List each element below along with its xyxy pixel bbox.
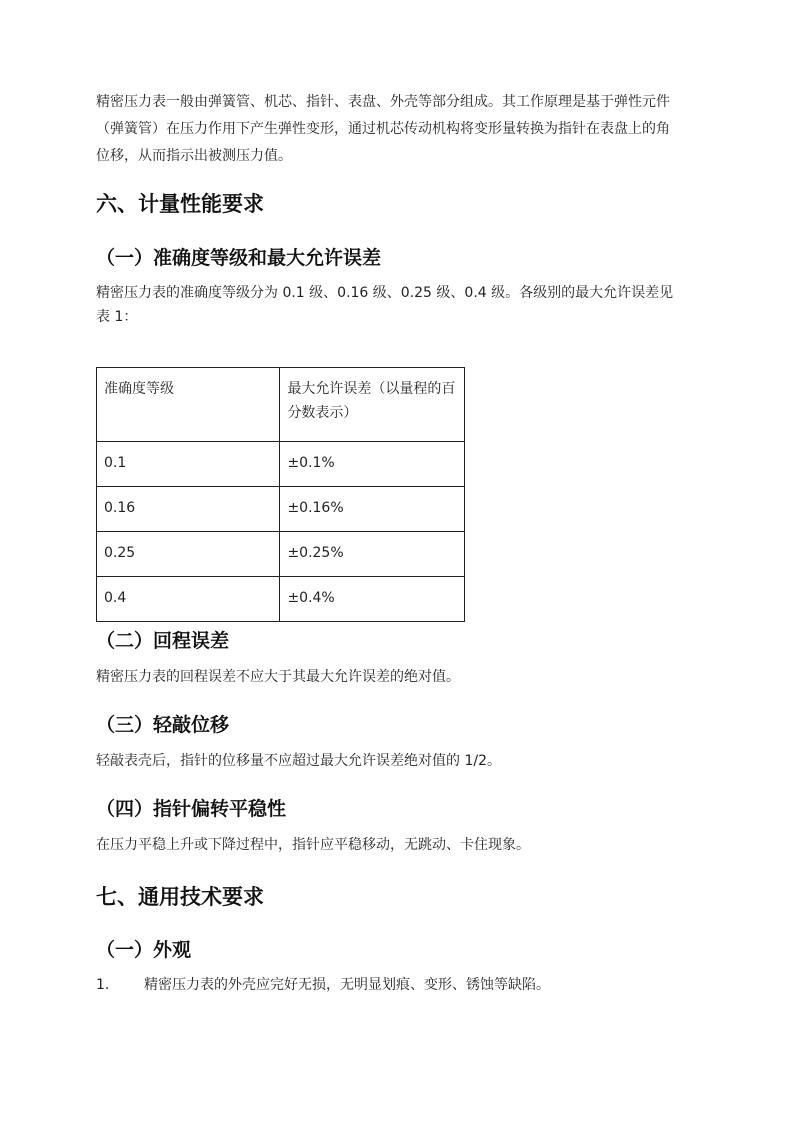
section-6-3-heading: （三）轻敲位移 [96,714,230,736]
table-row [97,532,465,577]
section-6-2-text: 精密压力表的回程误差不应大于其最大允许误差的绝对值。 [96,669,460,685]
table-cell: ±0.16% [280,487,465,532]
section-6-2-heading: （二）回程误差 [96,630,230,652]
section-6-1-heading: （一）准确度等级和最大允许误差 [96,247,382,269]
table-row [97,577,465,622]
table-cell: 0.16 [97,487,280,532]
table-row [97,487,465,532]
table-header-cell: 最大允许误差（以量程的百分数表示） [280,368,465,442]
section-7-1-heading: （一）外观 [96,939,192,961]
table-row [97,442,465,487]
table-cell: ±0.1% [280,442,465,487]
table-cell: ±0.25% [280,532,465,577]
accuracy-table [96,367,465,622]
section-6-1-text-line-1: 精密压力表的准确度等级分为 0.1 级、0.16 级、0.25 级、0.4 级。各级别的最大允许误差见 [96,285,674,301]
table-cell: ±0.4% [280,577,465,622]
table-cell: 0.1 [97,442,280,487]
section-6-3-text: 轻敲表壳后，指针的位移量不应超过最大允许误差绝对值的 1/2。 [96,753,501,769]
intro-line-3: 位移，从而指示出被测压力值。 [96,148,292,164]
section-6-4-text: 在压力平稳上升或下降过程中，指针应平稳移动，无跳动、卡住现象。 [96,837,530,853]
section-6-heading: 六、计量性能要求 [96,192,264,216]
table-cell: 0.4 [97,577,280,622]
intro-line-2: （弹簧管）在压力作用下产生弹性变形，通过机芯传动机构将变形量转换为指针在表盘上的角 [96,121,670,137]
section-7-heading: 七、通用技术要求 [96,885,264,909]
section-6-4-heading: （四）指针偏转平稳性 [96,798,287,820]
table-header-row [97,368,465,442]
list-item-number: 1. [96,977,110,993]
table-cell: 0.25 [97,532,280,577]
intro-line-1: 精密压力表一般由弹簧管、机芯、指针、表盘、外壳等部分组成。其工作原理是基于弹性元件 [96,94,670,110]
table-header-cell: 准确度等级 [97,368,280,442]
list-item-text: 精密压力表的外壳应完好无损，无明显划痕、变形、锈蚀等缺陷。 [144,977,550,993]
section-6-1-text-line-2: 表 1： [96,309,138,325]
